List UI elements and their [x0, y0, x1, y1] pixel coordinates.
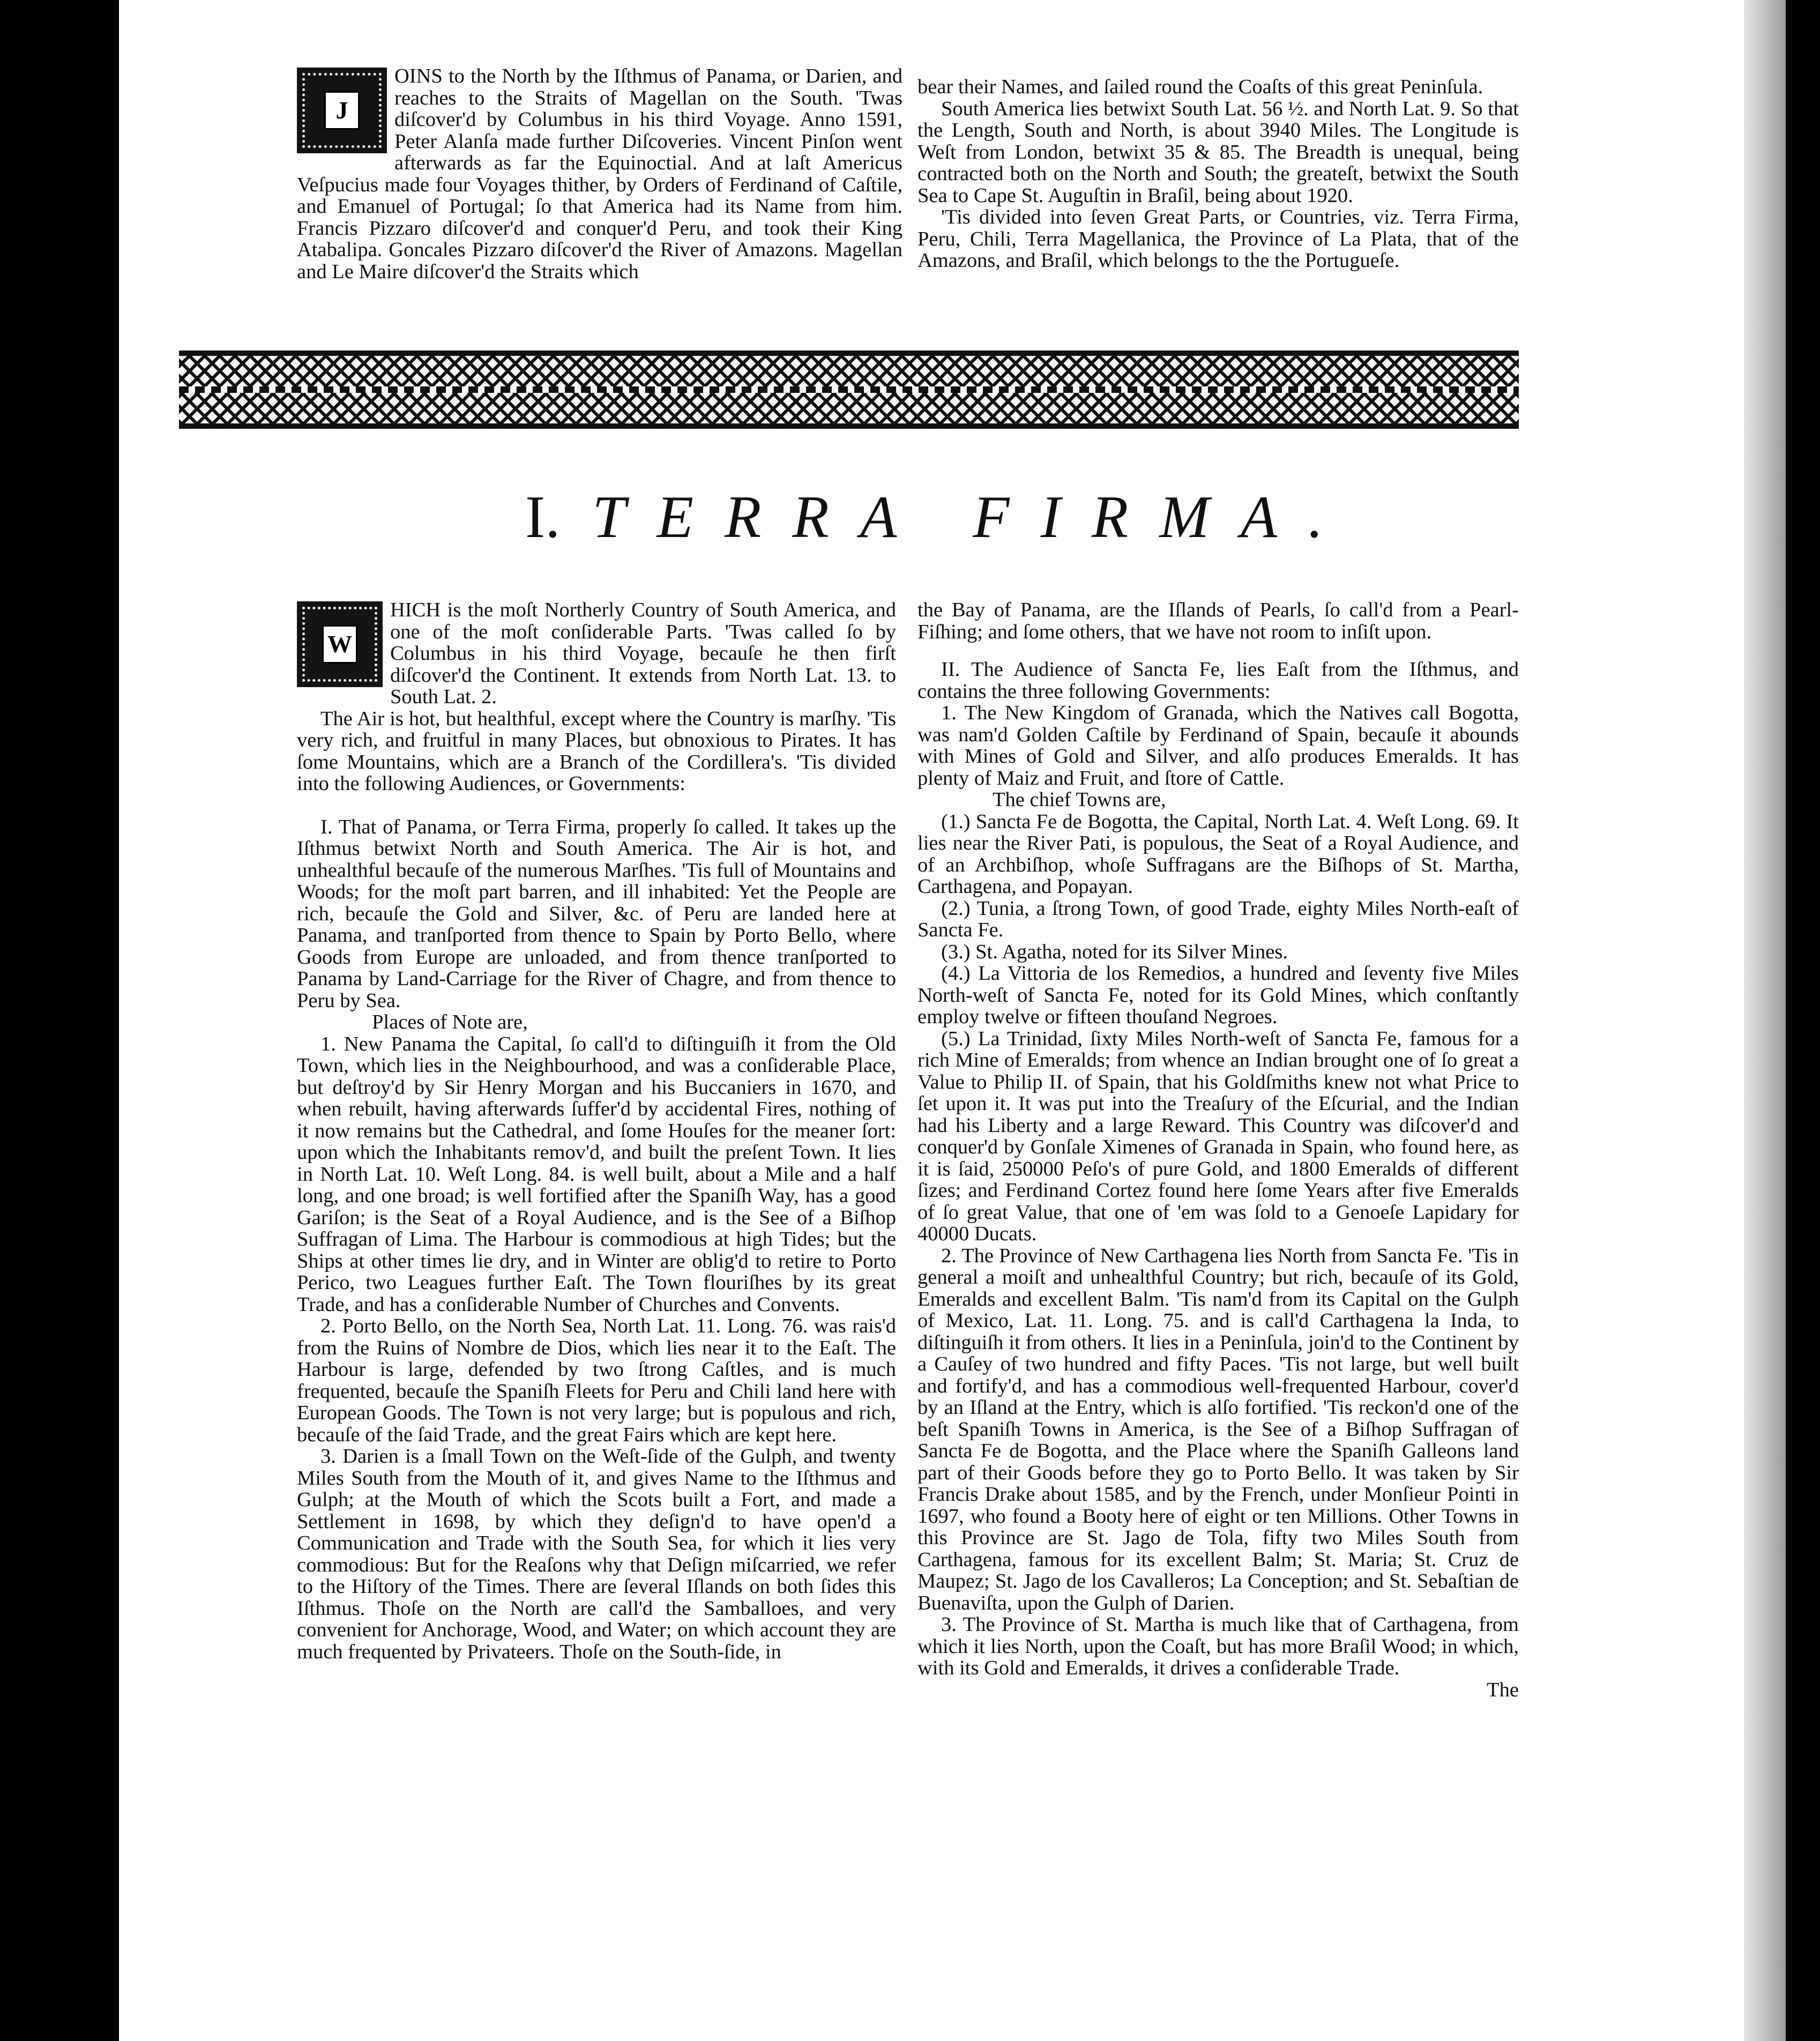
paragraph: II. The Audience of Sancta Fe, lies Eaſt from the Iſthmus, and contains the three following Governments: — [918, 658, 1519, 703]
paragraph: bear their Names, and ſailed round the Coaſts of this great Peninſula. — [918, 76, 1483, 98]
paragraph: 'Tis divided into ſeven Great Parts, or Countries, viz. Terra Firma, Peru, Chili, Terra Magellanica, the Province of La Plata, that of the Amazons, and Braſil, which belongs to the the Portugueſe. — [918, 206, 1519, 272]
main-column-right — [918, 599, 1519, 1701]
top-column-right — [918, 76, 1519, 272]
paragraph: The chief Towns are, — [993, 788, 1166, 811]
paragraph: (1.) Sancta Fe de Bogotta, the Capital, North Lat. 4. Weſt Long. 69. It lies near the River Pati, is populous, the Seat of a Royal Audience, and of an Archbiſhop, whoſe Suffragans are the Biſhops of St. Martha, Carthagena, and Popayan. — [918, 810, 1519, 898]
paragraph: 2. Porto Bello, on the North Sea, North Lat. 11. Long. 76. was rais'd from the Ruins of Nombre de Dios, which lies near it to the Eaſt. The Harbour is large, defended by two ſtrong Caſtles, and is much frequented, becauſe the Spaniſh Fleets for Peru and Chili land here with European Goods. The Town is not very large; but is populous and rich, becauſe of the ſaid Trade, and the great Fairs which are kept here. — [297, 1315, 896, 1446]
ornamental-border — [179, 351, 1519, 429]
ornamental-initial-letter: J — [324, 91, 360, 130]
paragraph: (5.) La Trinidad, ſixty Miles North-weſt of Sancta Fe, famous for a rich Mine of Emeralds; from whence an Indian brought one of ſo great a Value to Philip II. of Spain, that his Goldſmiths knew not what Price to ſet upon it. It was put into the Treaſury of the Eſcurial, and the Indian had his Liberty and a large Reward. This Country was diſcover'd and conquer'd by Gonſale Ximenes of Granada in Spain, who found here, as it is ſaid, 250000 Peſo's of pure Gold, and 1800 Emeralds of different ſizes; and Ferdinand Cortez found here ſome Years after five Emeralds of ſo great Value, that one of 'em was ſold to a Genoeſe Lapidary for 40000 Ducats. — [918, 1027, 1519, 1245]
paragraph: The Air is hot, but healthful, except where the Country is marſhy. 'Tis very rich, and fruitful in many Places, but obnoxious to Pirates. It has ſome Mountains, which are a Branch of the Cordillera's. 'Tis divided into the following Audiences, or Governments: — [297, 707, 896, 795]
paragraph: 1. The New Kingdom of Granada, which the Natives call Bogotta, was nam'd Golden Caſtile by Ferdinand of Spain, becauſe it abounds with Mines of Gold and Silver, and alſo produces Emeralds. It has plenty of Maiz and Fruit, and ſtore of Cattle. — [918, 702, 1519, 789]
main-column-left — [297, 599, 896, 1663]
section-number: I. — [525, 484, 561, 550]
paragraph: HICH is the moſt Northerly Country of South America, and one of the moſt conſiderable Parts. 'Twas called ſo by Columbus in his third Voyage, becauſe he then firſt diſcover'd the Continent. It extends from North Lat. 13. to South Lat. 2. — [390, 599, 896, 708]
ornamental-initial — [297, 68, 387, 153]
paragraph: (4.) La Vittoria de los Remedios, a hundred and ſeventy five Miles North-weſt of Sancta Fe, noted for its Gold Mines, which conſtantly employ twelve or fifteen thouſand Negroes. — [918, 962, 1519, 1028]
paragraph: 1. New Panama the Capital, ſo call'd to diſtinguiſh it from the Old Town, which lies in the Neighbourhood, and was a conſiderable Place, but deſtroy'd by Sir Henry Morgan and his Buccaniers in 1670, and when rebuilt, having afterwards ſuffer'd by accidental Fires, nothing of it now remains but the Cathedral, and ſome Houſes for the meaner ſort: upon which the Inhabitants remov'd, and built the preſent Town. It lies in North Lat. 10. Weſt Long. 84. is well built, about a Mile and a half long, and one broad; is well fortified after the Spaniſh Way, has a good Gariſon; is the Seat of a Royal Audience, and is the See of a Biſhop Suffragan of Lima. The Harbour is commodious at high Tides; but the Ships at other times lie dry, and in Winter are oblig'd to retire to Porto Perico, two Leagues further Eaſt. The Town flouriſhes by its great Trade, and has a conſiderable Number of Churches and Convents. — [297, 1032, 896, 1316]
ornamental-initial — [297, 601, 383, 687]
paragraph: (2.) Tunia, a ſtrong Town, of good Trade, eighty Miles North-eaſt of Sancta Fe. — [918, 897, 1519, 941]
paragraph: 3. The Province of St. Martha is much like that of Carthagena, from which it lies North, upon the Coaſt, but has more Braſil Wood; in which, with its Gold and Emeralds, it drives a conſiderable Trade. — [918, 1613, 1519, 1679]
paragraph: 2. The Province of New Carthagena lies North from Sancta Fe. 'Tis in general a moiſt and unhealthful Country; but rich, becauſe of its Gold, Emeralds and excellent Balm. 'Tis nam'd from its Capital on the Gulph of Mexico, Lat. 11. Long. 75. and is call'd Carthagena la Inda, to diſtinguiſh it from others. It lies in a Peninſula, join'd to the Continent by a Cauſey of two hundred and fifty Paces. 'Tis not large, but well built and fortify'd, and has a commodious well-frequented Harbour, cover'd by an Iſland at the Entry, which is alſo fortified. 'Tis reckon'd one of the beſt Spaniſh Towns in America, is the See of a Biſhop Suffragan of Sancta Fe de Bogotta, and the Place where the Spaniſh Galleons land part of their Goods before they go to Porto Bello. It was taken by Sir Francis Drake about 1585, and by the French, under Monſieur Pointi in 1697, who found a Booty here of eight or ten Millions. Other Towns in this Province are St. Jago de Tola, fifty two Miles South from Carthagena, famous for its excellent Balm; St. Maria; St. Cruz de Maupez; St. Jago de los Cavalleros; La Conception; and St. Sebaſtian de Buenaviſta, upon the Gulph of Darien. — [918, 1244, 1519, 1614]
paragraph: I. That of Panama, or Terra Firma, properly ſo called. It takes up the Iſthmus betwixt North and South America. The Air is hot, and unhealthful becauſe of the numerous Marſhes. 'Tis full of Mountains and Woods; for the moſt part barren, and ill inhabited: Yet the People are rich, becauſe the Gold and Silver, &c. of Peru are landed here at Panama, and tranſported from thence to Spain by Porto Bello, where Goods from Europe are unloaded, and from thence tranſported to Panama by Land-Carriage for the River of Chagre, and from thence to Peru by Sea. — [297, 815, 896, 1012]
paragraph: Places of Note are, — [372, 1011, 528, 1033]
paragraph: OINS to the North by the Iſthmus of Panama, or Darien, and reaches to the Straits of Magellan on the South. 'Twas diſcover'd by Columbus in his third Voyage. Anno 1591, Peter Alanſa made further Diſcoveries. Vincent Pinſon went afterwards as far the Equinoctial. And at laſt Americus Veſpucius made four Voyages thither, by Orders of Ferdinand of Caſtile, and Emanuel of Portugal; ſo that America had its Name from him. Francis Pizzaro diſcover'd and conquer'd Peru, and took their King Atabalipa. Goncales Pizzaro diſcover'd the River of Amazons. Magellan and Le Maire diſcover'd the Straits which — [297, 65, 902, 283]
paragraph: 3. Darien is a ſmall Town on the Weſt-ſide of the Gulph, and twenty Miles South from the Mouth of it, and gives Name to the Iſthmus and Gulph; at the Mouth of which the Scots built a Fort, and made a Settlement in 1698, by which they deſign'd to have open'd a Communication and Trade with the South Sea, for which it lies very commodious: But for the Reaſons why that Deſign miſcarried, we refer to the Hiſtory of the Times. There are ſeveral Iſlands on both ſides this Iſthmus. Thoſe on the North are call'd the Samballoes, and very convenient for Anchorage, Wood, and Water; on which account they are much frequented by Privateers. Thoſe on the South-ſide, in — [297, 1445, 896, 1663]
paragraph: (3.) St. Agatha, noted for its Silver Mines. — [941, 940, 1288, 963]
top-column-left — [297, 65, 902, 282]
section-title: TERRA FIRMA. — [592, 484, 1355, 550]
paragraph: the Bay of Panama, are the Iſlands of Pearls, ſo call'd from a Pearl-Fiſhing; and ſome others, that we have not room to inſiſt upon. — [918, 599, 1519, 643]
paragraph: South America lies betwixt South Lat. 56 ½. and North Lat. 9. So that the Length, South and North, is about 3940 Miles. The Longitude is Weſt from London, betwixt 35 & 85. The Breadth is unequal, being contracted both on the North and South; the greateſt, betwixt the South Sea to Cape St. Auguſtin in Braſil, being about 1920. — [918, 97, 1519, 207]
ornamental-initial-letter: W — [322, 625, 357, 664]
section-heading — [525, 482, 1355, 552]
catchword: The — [1487, 1678, 1519, 1701]
page-edge — [1744, 0, 1786, 2041]
